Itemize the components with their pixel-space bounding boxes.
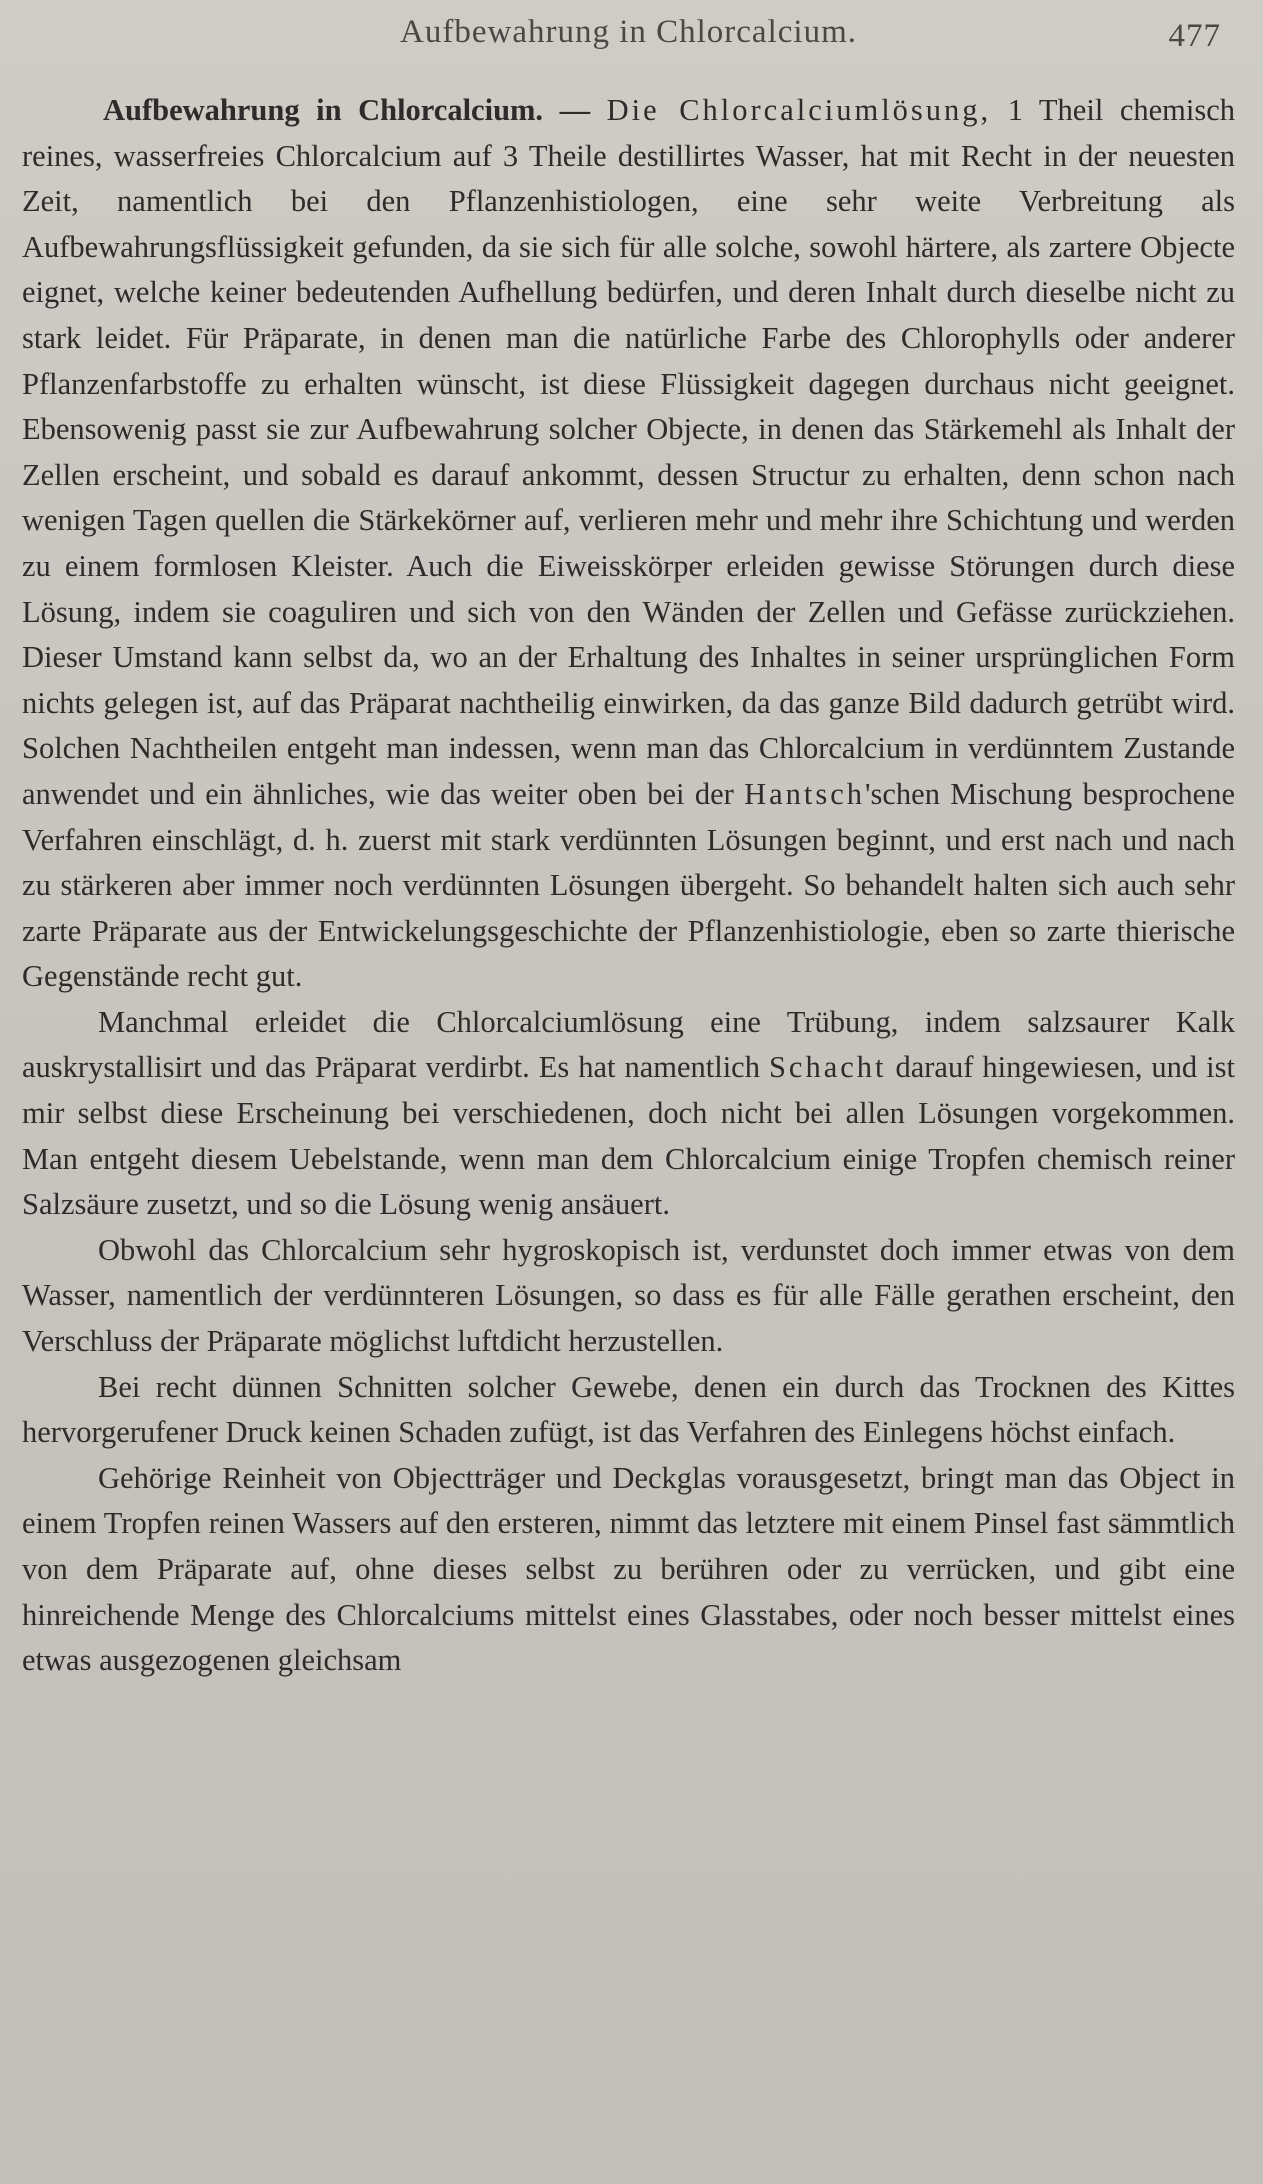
paragraph-text: darauf hingewiesen, und ist mir selbst diese Erscheinung bei verschiedenen, doch nicht bei allen Lösungen vorgekommen. Man entgeht diesem Uebelstande, wenn man dem Chlorcalcium einige Tropfen chemisch reiner Salzsäure zusetzt, und so die Lösung wenig ansäuert. <box>22 1050 1235 1222</box>
paragraph-text: Gehörige Reinheit von Objectträger und Deckglas vorausgesetzt, bringt man das Object in einem Tropfen reinen Wassers auf den ersteren, nimmt das letztere mit einem Pinsel fast sämmtlich von dem Präparate auf, ohne dieses selbst zu berühren oder zu verrücken, und gibt eine hinreichende Menge des Chlorcalciums mittelst eines Glasstabes, oder noch besser mittelst eines etwas ausgezogenen gleichsam <box>22 1460 1235 1678</box>
paragraph-text: Manchmal erleidet die Chlorcalciumlösung eine Trübung, indem salzsaurer Kalk auskrystallisirt und das Präparat verdirbt. Es hat namentlich <box>22 1004 1235 1085</box>
page-number: 477 <box>1168 18 1221 54</box>
paragraph-3 <box>22 1228 1235 1365</box>
paragraph-1 <box>22 88 1235 1000</box>
author-name: Hantsch <box>744 776 866 811</box>
emphasized-term: Die Chlorcalciumlösung, <box>606 93 992 127</box>
paragraph-4 <box>22 1365 1235 1456</box>
paragraph-text: Bei recht dünnen Schnitten solcher Gewebe, denen ein durch das Trocknen des Kittes hervorgerufener Druck keinen Schaden zufügt, ist das Verfahren des Einlegens höchst einfach. <box>22 1369 1235 1450</box>
running-title: Aufbewahrung in Chlorcalcium. <box>400 14 857 50</box>
paragraph-text: Obwohl das Chlorcalcium sehr hygroskopisch ist, verdunstet doch immer etwas von dem Wasser, namentlich der verdünnteren Lösungen, so dass es für alle Fälle gerathen erscheint, den Verschluss der Präparate möglichst luftdicht herzustellen. <box>22 1232 1235 1359</box>
paragraph-5 <box>22 1456 1235 1684</box>
paragraph-text: 'schen Mischung besprochene Verfahren einschlägt, d. h. zuerst mit stark verdünnten Lösungen beginnt, und erst nach und nach zu stärkeren aber immer noch verdünnten Lösungen übergeht. So behandelt halten sich auch sehr zarte Präparate aus der Entwickelungsgeschichte der Pflanzenhistiologie, eben so zarte thierische Gegenstände recht gut. <box>22 776 1235 994</box>
page-body <box>22 88 1235 1684</box>
paragraph-2 <box>22 1000 1235 1228</box>
paragraph-text: 1 Theil chemisch reines, wasserfreies Chlorcalcium auf 3 Theile destillirtes Wasser, hat mit Recht in der neuesten Zeit, namentlich bei den Pflanzenhistiologen, eine sehr weite Verbreitung als Aufbewahrungsflüssigkeit gefunden, da sie sich für alle solche, sowohl härtere, als zartere Objecte eignet, welche keiner bedeutenden Aufhellung bedürfen, und deren Inhalt durch dieselbe nicht zu stark leidet. Für Präparate, in denen man die natürliche Farbe des Chlorophylls oder anderer Pflanzenfarbstoffe zu erhalten wünscht, ist diese Flüssigkeit dagegen durchaus nicht geeignet. Ebensowenig passt sie zur Aufbewahrung solcher Objecte, in denen das Stärkemehl als Inhalt der Zellen erscheint, und sobald es darauf ankommt, dessen Structur zu erhalten, denn schon nach wenigen Tagen quellen die Stärkekörner auf, verlieren mehr und mehr ihre Schichtung und werden zu einem formlosen Kleister. Auch die Eiweisskörper erleiden gewisse Störungen durch diese Lösung, indem sie coaguliren und sich von den Wänden der Zellen und Gefässe zurückziehen. Dieser Umstand kann selbst da, wo an der Erhaltung des Inhaltes in seiner ursprünglichen Form nichts gelegen ist, auf das Präparat nachtheilig einwirken, da das ganze Bild dadurch getrübt wird. Solchen Nachtheilen entgeht man indessen, wenn man das Chlorcalcium in verdünntem Zustande anwendet und ein ähnliches, wie das weiter oben bei der <box>22 93 1236 811</box>
author-name: Schacht <box>768 1050 887 1085</box>
section-heading: Aufbewahrung in Chlorcalcium. — <box>103 93 607 127</box>
page-header <box>22 10 1235 56</box>
